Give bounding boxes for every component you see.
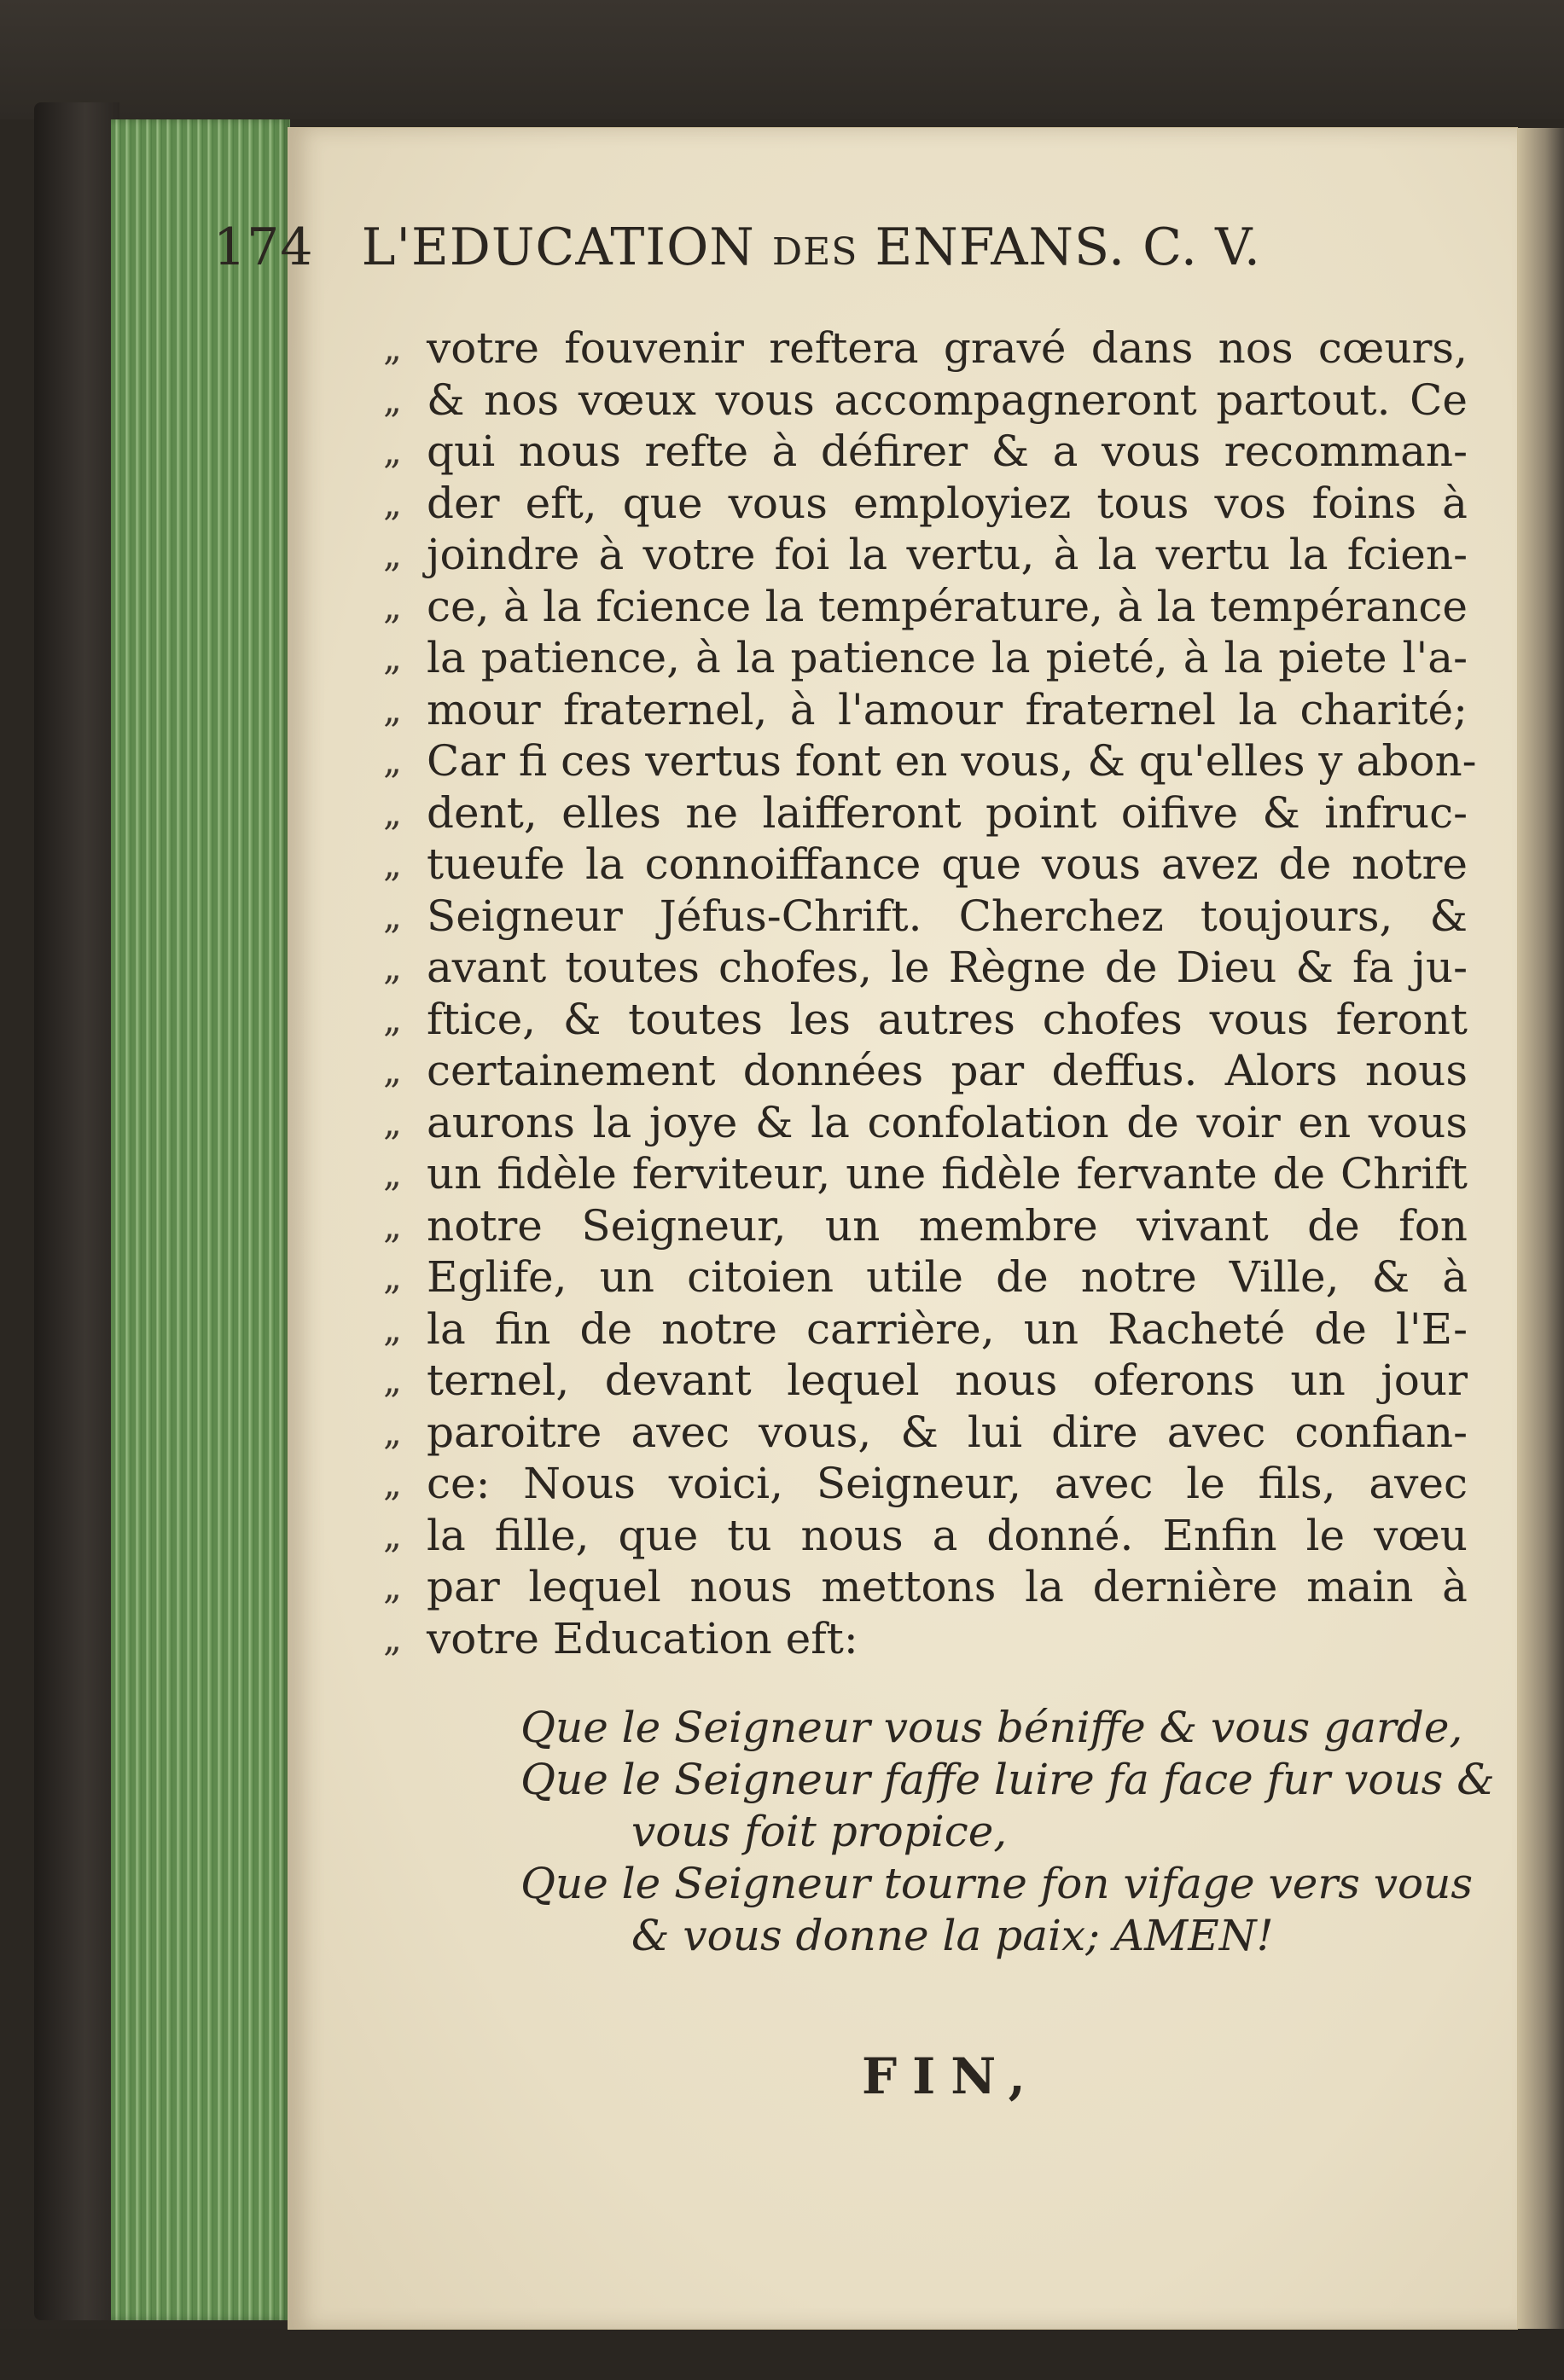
text-line xyxy=(383,1561,1489,1613)
quote-mark: „ xyxy=(383,1100,402,1143)
text-line-content: ce, à la fcience la température, à la tempérance xyxy=(427,581,1468,631)
text-line xyxy=(383,684,1489,736)
text-line xyxy=(383,994,1489,1046)
page-gutter-shadow xyxy=(1517,128,1564,2329)
text-line-content: votre Education eft: xyxy=(427,1613,858,1663)
text-line-content: Eglife, un citoien utile de notre Ville, & à xyxy=(427,1252,1468,1302)
text-line xyxy=(383,1251,1489,1303)
text-line-content: certainement données par deffus. Alors nous xyxy=(427,1046,1468,1095)
text-line-content: avant toutes chofes, le Règne de Dieu & fa ju- xyxy=(427,943,1468,992)
quote-mark: „ xyxy=(383,378,402,421)
quote-mark: „ xyxy=(383,481,402,524)
text-line-content: la patience, à la patience la pieté, à la piete l'a- xyxy=(427,633,1468,682)
text-line xyxy=(383,1097,1489,1149)
quote-mark: „ xyxy=(383,1049,402,1091)
quote-mark: „ xyxy=(383,843,402,885)
quote-mark: „ xyxy=(383,1462,402,1504)
text-line-content: Car fi ces vertus font en vous, & qu'elles y abon- xyxy=(427,736,1477,786)
text-line-content: mour fraternel, à l'amour fraternel la charité; xyxy=(427,684,1468,734)
quote-mark: „ xyxy=(383,946,402,988)
quote-mark: „ xyxy=(383,1617,402,1659)
text-line xyxy=(383,478,1489,530)
text-line xyxy=(383,1458,1489,1510)
text-line xyxy=(383,529,1489,581)
quote-mark: „ xyxy=(383,430,402,472)
text-line xyxy=(383,1407,1489,1459)
text-line xyxy=(383,735,1489,787)
text-line-content: paroitre avec vous, & lui dire avec confian- xyxy=(427,1407,1468,1457)
page-number: 174 xyxy=(213,218,314,277)
text-line-content: tueufe la connoiffance que vous avez de notre xyxy=(427,839,1468,889)
text-line-content: dent, elles ne laifferont point oifive & infruc- xyxy=(427,787,1468,838)
quote-mark: „ xyxy=(383,1410,402,1453)
text-line-content: la fin de notre carrière, un Racheté de l'E- xyxy=(427,1303,1468,1354)
quote-mark: „ xyxy=(383,636,402,678)
text-line-content: der eft, que vous employiez tous vos foins à xyxy=(427,478,1468,528)
verse-line xyxy=(520,1754,1493,1806)
verse-line xyxy=(520,1702,1493,1754)
text-line xyxy=(383,322,1489,374)
quote-mark: „ xyxy=(383,1152,402,1194)
verse-line xyxy=(520,1806,1493,1858)
verse-line-content: vous foit propice, xyxy=(631,1807,1008,1856)
quote-mark: „ xyxy=(383,327,402,369)
quote-mark: „ xyxy=(383,533,402,575)
verse-line-content: Que le Seigneur vous béniffe & vous garde, xyxy=(520,1703,1463,1752)
text-line xyxy=(383,1355,1489,1407)
header-title-part3: ENFANS. C. V. xyxy=(875,218,1261,277)
text-line xyxy=(383,1303,1489,1355)
benediction-verse xyxy=(520,1702,1493,1962)
text-line-content: la fille, que tu nous a donné. Enfin le vœu xyxy=(427,1510,1468,1560)
text-line-content: ternel, devant lequel nous oferons un jour xyxy=(427,1355,1468,1405)
fin-label: FIN, xyxy=(862,2047,1041,2105)
running-header xyxy=(213,218,1459,277)
text-line xyxy=(383,787,1489,839)
quote-mark: „ xyxy=(383,791,402,833)
quote-mark: „ xyxy=(383,1204,402,1246)
quote-mark: „ xyxy=(383,584,402,627)
quote-mark: „ xyxy=(383,1307,402,1350)
book-cover-edge xyxy=(34,102,119,2320)
background-top xyxy=(0,0,1564,119)
quote-mark: „ xyxy=(383,1513,402,1556)
verse-line-content: & vous donne la paix; AMEN! xyxy=(631,1911,1274,1960)
text-line xyxy=(383,942,1489,994)
text-line xyxy=(383,1613,1489,1665)
quote-mark: „ xyxy=(383,1565,402,1607)
text-line xyxy=(383,1148,1489,1200)
text-line xyxy=(383,581,1489,633)
text-line-content: Seigneur Jéfus-Chrift. Cherchez toujours, & xyxy=(427,891,1468,941)
verse-line xyxy=(520,1858,1493,1910)
header-title-part1: L'EDUCATION xyxy=(361,218,755,277)
text-line-content: notre Seigneur, un membre vivant de fon xyxy=(427,1200,1468,1251)
text-line-content: qui nous refte à défirer & a vous recomman- xyxy=(427,427,1468,476)
verse-line xyxy=(520,1910,1493,1962)
text-line-content: un fidèle ferviteur, une fidèle fervante de Chrift xyxy=(427,1149,1468,1199)
page-block-edge xyxy=(111,119,290,2320)
text-line xyxy=(383,891,1489,943)
text-line xyxy=(383,1510,1489,1562)
text-line xyxy=(383,839,1489,891)
quote-mark: „ xyxy=(383,1256,402,1297)
verse-line-content: Que le Seigneur tourne fon vifage vers vous xyxy=(520,1859,1474,1908)
text-line xyxy=(383,374,1489,427)
text-line xyxy=(383,632,1489,684)
text-line-content: ftice, & toutes les autres chofes vous feront xyxy=(427,994,1468,1044)
quote-mark: „ xyxy=(383,1359,402,1401)
quote-mark: „ xyxy=(383,740,402,781)
quote-mark: „ xyxy=(383,894,402,937)
text-line-content: votre fouvenir reftera gravé dans nos cœurs, xyxy=(427,323,1468,373)
text-line xyxy=(383,1045,1489,1097)
body-text xyxy=(383,322,1489,1664)
header-title-part2: DES xyxy=(771,230,858,274)
text-line-content: & nos vœux vous accompagneront partout. Ce xyxy=(427,374,1468,425)
text-line xyxy=(383,426,1489,478)
text-line-content: ce: Nous voici, Seigneur, avec le fils, avec xyxy=(427,1459,1468,1508)
verse-line-content: Que le Seigneur faffe luire fa face fur vous & xyxy=(520,1755,1495,1804)
text-line-content: aurons la joye & la confolation de voir en vous xyxy=(427,1097,1468,1147)
text-line xyxy=(383,1200,1489,1252)
text-line-content: joindre à votre foi la vertu, à la vertu la fcien- xyxy=(427,530,1468,579)
quote-mark: „ xyxy=(383,997,402,1040)
text-line-content: par lequel nous mettons la dernière main à xyxy=(427,1562,1468,1611)
background-bottom xyxy=(0,2329,1564,2380)
quote-mark: „ xyxy=(383,688,402,730)
